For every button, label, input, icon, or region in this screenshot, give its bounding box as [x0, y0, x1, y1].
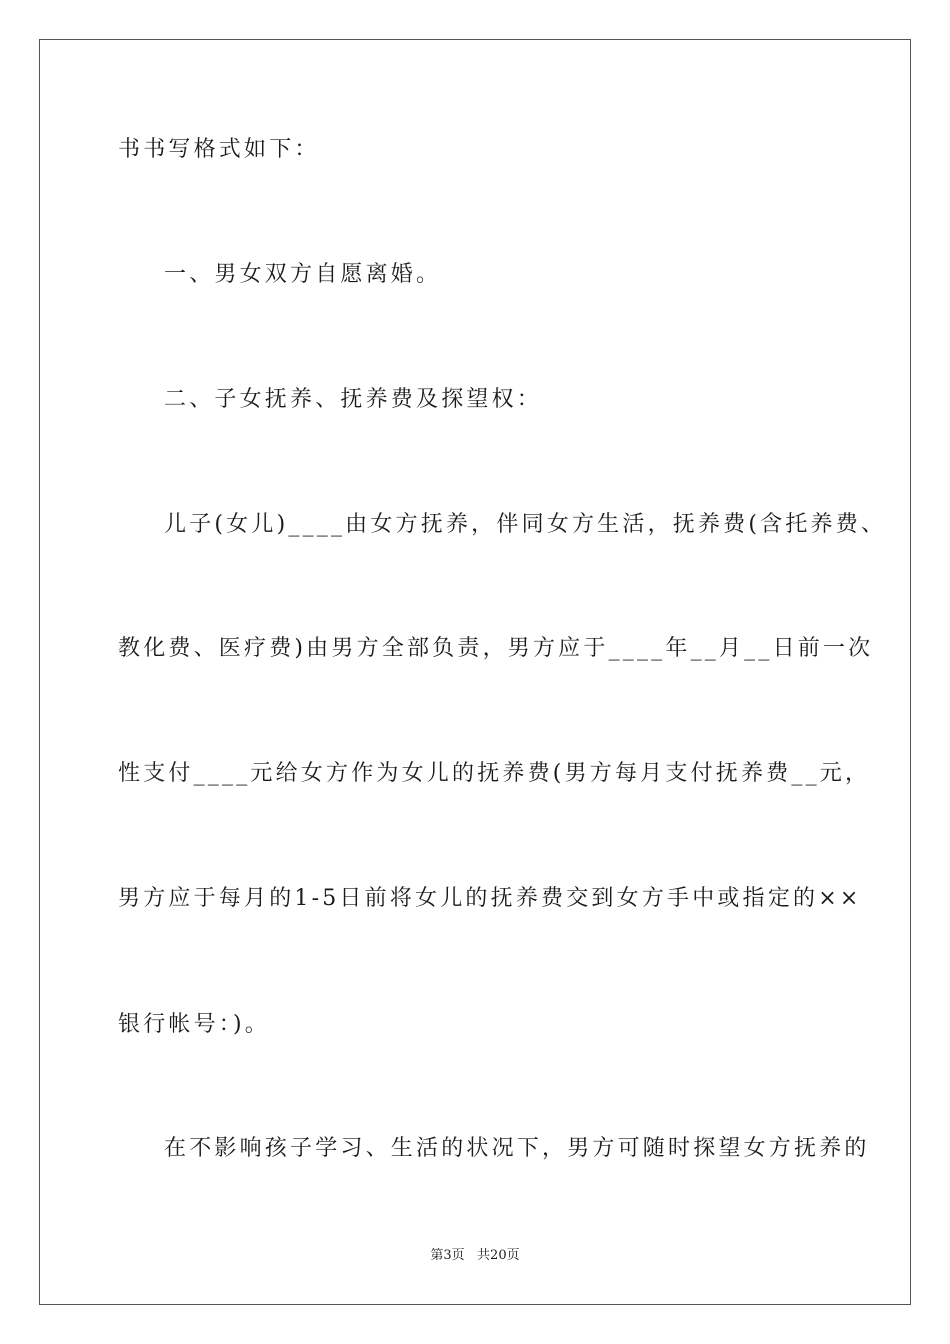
text-line-5: 教化费、医疗费)由男方全部负责，男方应于____年__月__日前一次	[118, 636, 874, 661]
page-footer: 第3页 共20页	[430, 1248, 520, 1263]
text-line-1: 书书写格式如下：	[118, 137, 320, 162]
page-frame	[39, 39, 911, 1305]
text-line-7: 男方应于每月的1-5日前将女儿的抚养费交到女方手中或指定的××	[118, 886, 862, 911]
clause-one-line: 一、男女双方自愿离婚。	[164, 262, 442, 287]
clause-two-heading: 二、子女抚养、抚养费及探望权：	[164, 387, 543, 412]
text-line-6: 性支付____元给女方作为女儿的抚养费(男方每月支付抚养费__元，	[118, 761, 871, 786]
text-line-8: 银行帐号：)。	[118, 1012, 270, 1037]
text-line-4: 儿子(女儿)____由女方抚养，伴同女方生活，抚养费(含托养费、	[164, 512, 887, 537]
text-line-9: 在不影响孩子学习、生活的状况下，男方可随时探望女方抚养的	[164, 1136, 870, 1161]
